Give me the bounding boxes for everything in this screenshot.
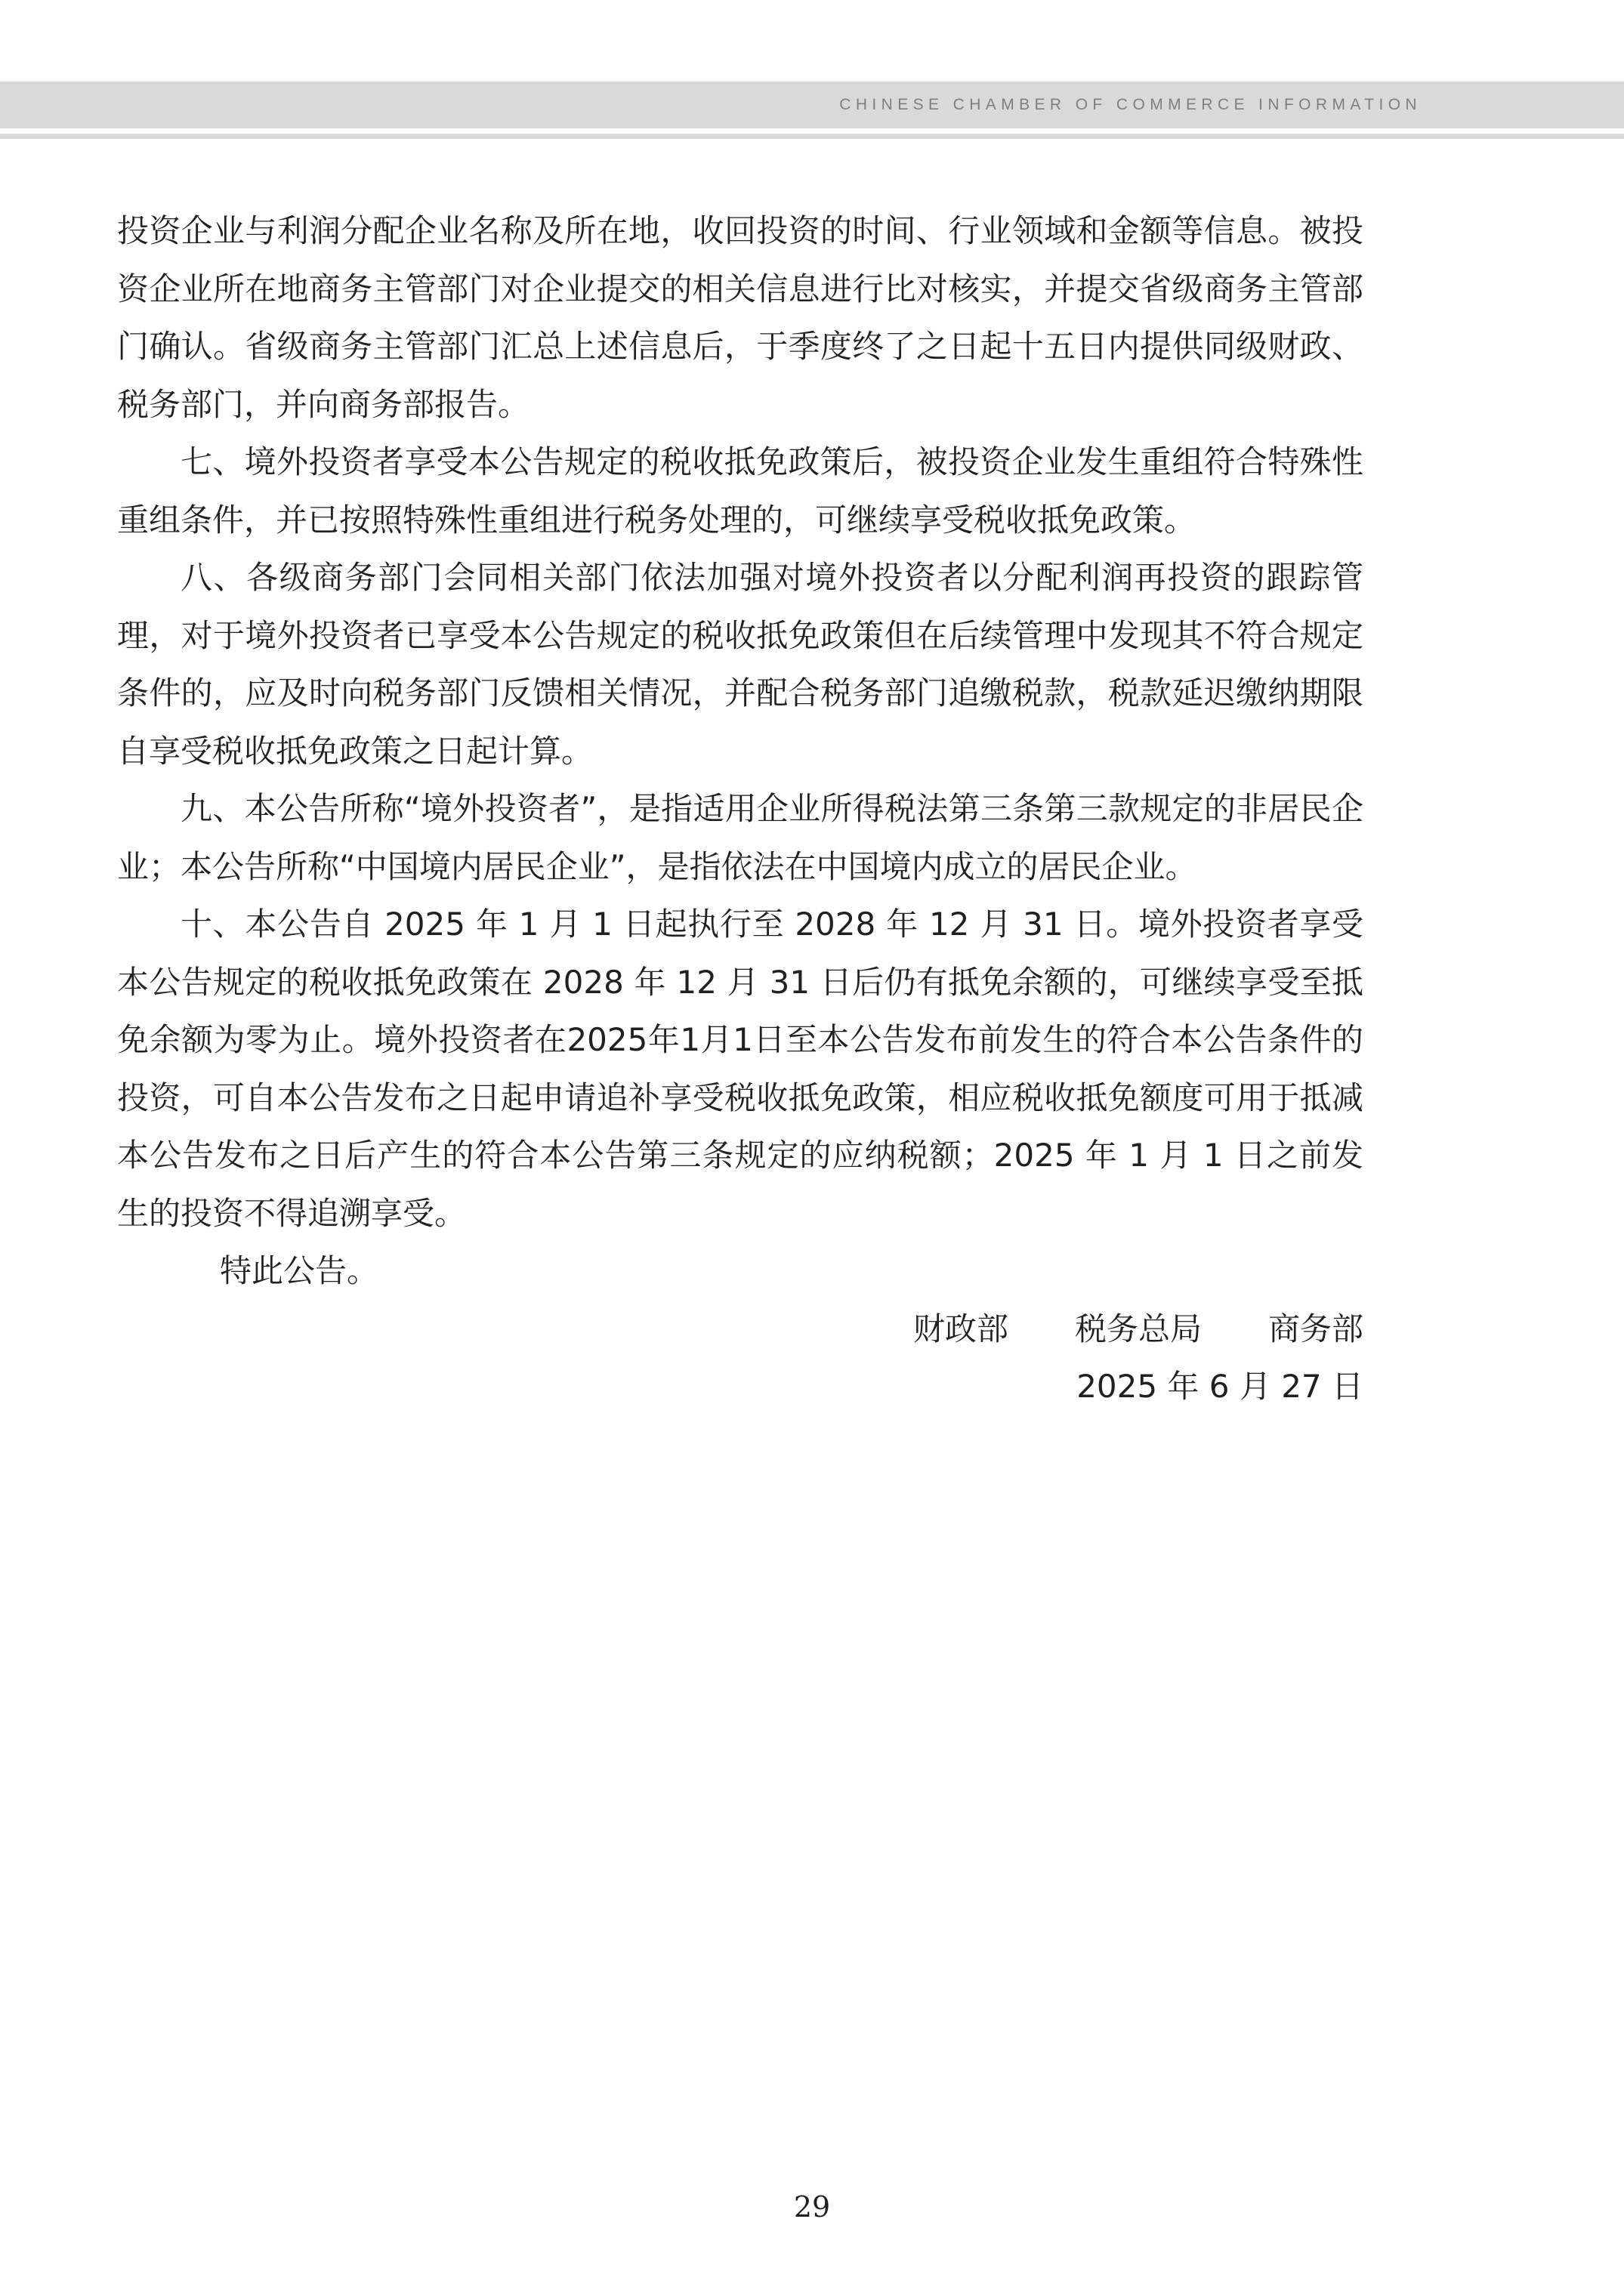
signatory-ministry-of-finance: 财政部 — [912, 1310, 1008, 1347]
signatory-tax-administration: 税务总局 — [1074, 1310, 1202, 1347]
page-number: 29 — [793, 2190, 831, 2224]
issue-date: 2025 年 6 月 27 日 — [1076, 1368, 1363, 1405]
paragraph-item-10: 十、本公告自 2025 年 1 月 1 日起执行至 2028 年 12 月 31 日。境外投资者享受本公告规定的税收抵免政策在 2028 年 12 月 31 日后仍有抵免余额的，可继续享受至抵免余额为零为止。境外投资者在2025年1月1日至本公告发布前发生的符合本公告条件的投资，可自本公告发布之日起申请追补享受税收抵免政策，相应税收抵免额度可用于抵减本公告发布之日后产生的符合本公告第三条规定的应纳税额；2025 年 1 月 1 日之前发生的投资不得追溯享受。 — [117, 906, 1363, 1232]
closing-statement: 特此公告。 — [220, 1252, 379, 1289]
paragraph-item-8: 八、各级商务部门会同相关部门依法加强对境外投资者以分配利润再投资的跟踪管理，对于境外投资者已享受本公告规定的税收抵免政策但在后续管理中发现其不符合规定条件的，应及时向税务部门反馈相关情况，并配合税务部门追缴税款，税款延迟缴纳期限自享受税收抵免政策之日起计算。 — [117, 559, 1363, 770]
running-header: CHINESE CHAMBER OF COMMERCE INFORMATION — [839, 96, 1422, 113]
signatories — [117, 1301, 1363, 1359]
document-body — [117, 202, 1363, 1416]
header-rule — [0, 134, 1624, 139]
paragraph-continued: 投资企业与利润分配企业名称及所在地，收回投资的时间、行业领域和金额等信息。被投资企业所在地商务主管部门对企业提交的相关信息进行比对核实，并提交省级商务主管部门确认。省级商务主管部门汇总上述信息后，于季度终了之日起十五日内提供同级财政、税务部门，并向商务部报告。 — [117, 212, 1363, 423]
paragraph-item-9: 九、本公告所称“境外投资者”，是指适用企业所得税法第三条第三款规定的非居民企业；本公告所称“中国境内居民企业”，是指依法在中国境内成立的居民企业。 — [117, 790, 1363, 885]
signatory-ministry-of-commerce: 商务部 — [1267, 1310, 1363, 1347]
paragraph-item-7: 七、境外投资者享受本公告规定的税收抵免政策后，被投资企业发生重组符合特殊性重组条件，并已按照特殊性重组进行税务处理的，可继续享受税收抵免政策。 — [117, 443, 1363, 539]
